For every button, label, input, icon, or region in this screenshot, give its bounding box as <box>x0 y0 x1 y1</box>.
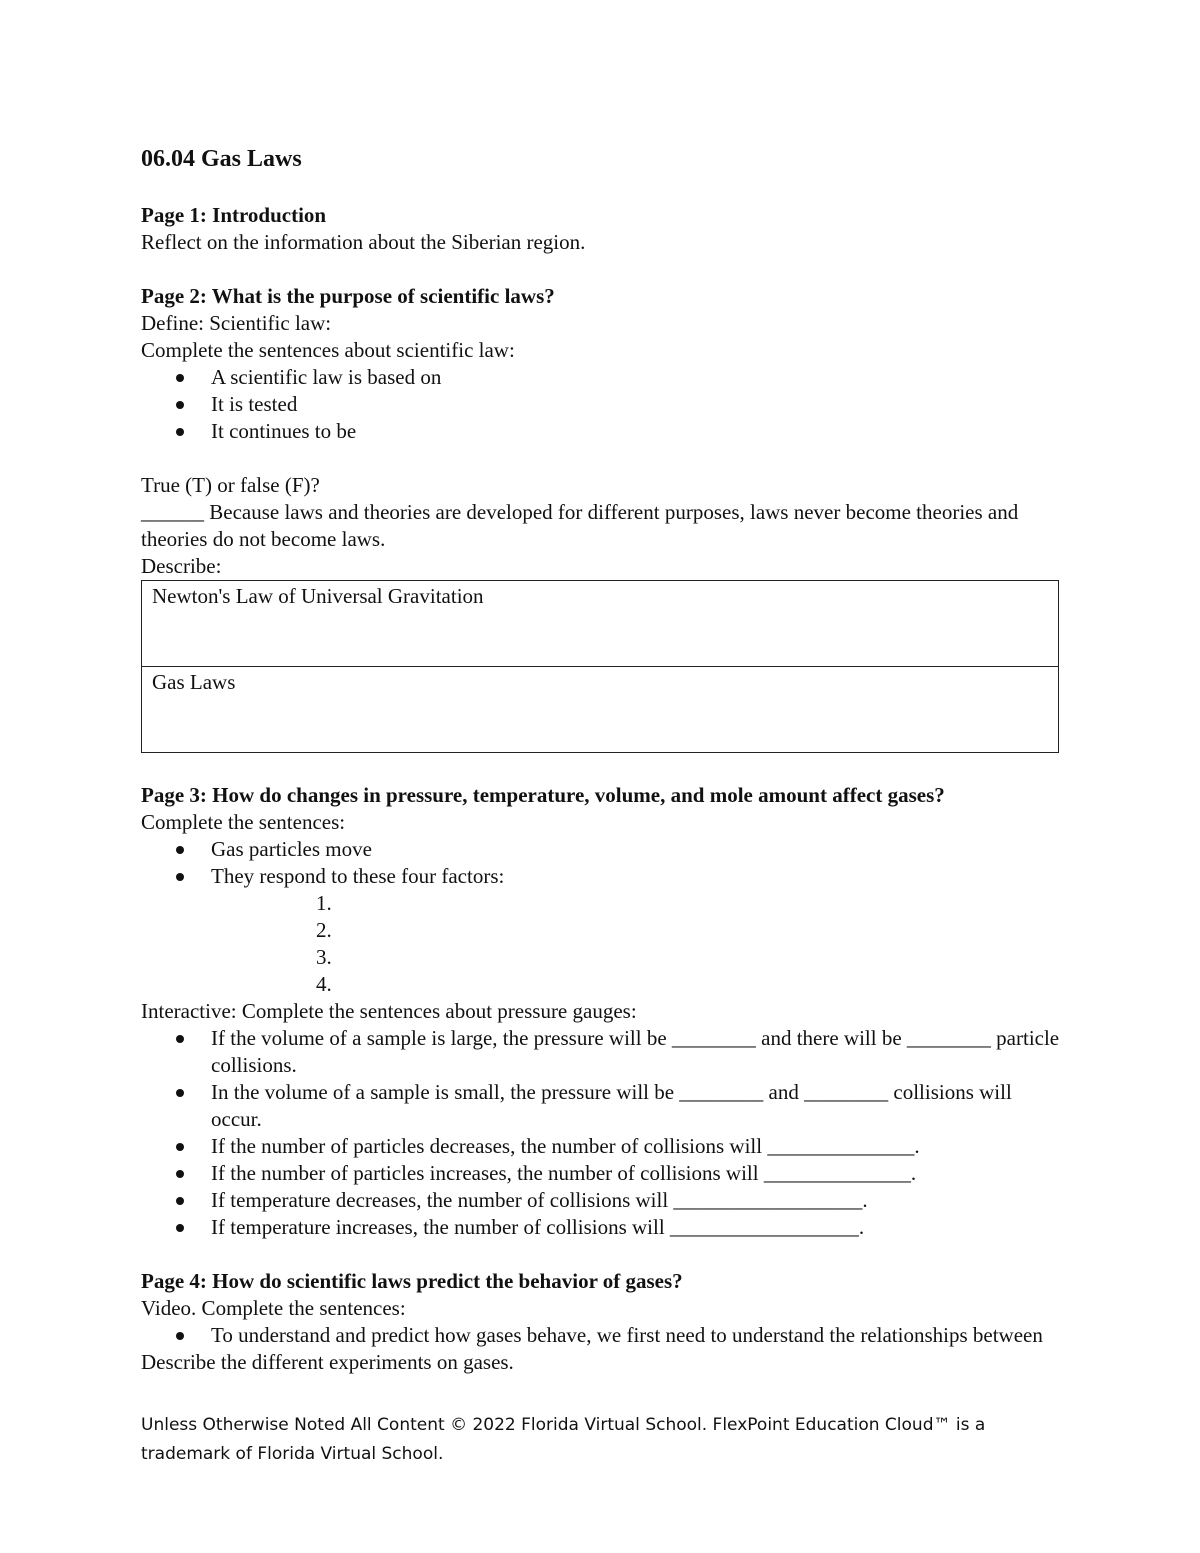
list-item <box>141 836 1061 863</box>
list-item <box>141 1160 1061 1187</box>
bullet-icon <box>176 1035 184 1043</box>
list-item: 1. <box>316 891 332 915</box>
list-item-text: If the volume of a sample is large, the pressure will be ________ and there will be ________ particle collisions. <box>211 1026 1060 1077</box>
list-item-text: In the volume of a sample is small, the pressure will be ________ and ________ collisions will occur. <box>211 1080 1012 1131</box>
page4-describe: Describe the different experiments on gases. <box>141 1350 514 1374</box>
list-item <box>141 1322 1061 1349</box>
list-item-text: If the number of particles increases, the number of collisions will ______________. <box>211 1161 917 1185</box>
list-item <box>141 1133 1061 1160</box>
list-item-text: It continues to be <box>211 419 357 443</box>
page2-tf-heading: True (T) or false (F)? <box>141 473 320 497</box>
bullet-icon <box>176 846 184 854</box>
list-item-text: If the number of particles decreases, the number of collisions will ______________. <box>211 1134 920 1158</box>
list-item: 4. <box>316 972 332 996</box>
page3-interactive: Interactive: Complete the sentences about pressure gauges: <box>141 999 637 1023</box>
bullet-icon <box>176 1089 184 1097</box>
list-item-text: If temperature increases, the number of collisions will __________________. <box>211 1215 865 1239</box>
bullet-icon <box>176 1170 184 1178</box>
page2-complete: Complete the sentences about scientific law: <box>141 338 515 362</box>
page2-title: Page 2: What is the purpose of scientific laws? <box>141 284 555 308</box>
bullet-icon <box>176 1224 184 1232</box>
list-item <box>141 1025 1061 1079</box>
list-item-text: They respond to these four factors: <box>211 864 505 888</box>
list-item: 2. <box>316 918 332 942</box>
list-item <box>141 863 1061 890</box>
list-item-text: If temperature decreases, the number of collisions will __________________. <box>211 1188 868 1212</box>
list-item: 3. <box>316 945 332 969</box>
table-cell-newton[interactable]: Newton's Law of Universal Gravitation <box>142 581 1059 667</box>
list-item <box>141 1079 1061 1133</box>
document-content <box>141 145 1061 1376</box>
document-title: 06.04 Gas Laws <box>141 146 302 172</box>
list-item-text: A scientific law is based on <box>211 365 442 389</box>
list-item-text: Gas particles move <box>211 837 372 861</box>
page3-complete: Complete the sentences: <box>141 810 346 834</box>
page2-bullet-list <box>141 364 1061 445</box>
describe-table <box>141 580 1059 753</box>
page4-bullet-list <box>141 1322 1061 1349</box>
page3-bullet-list <box>141 836 1061 890</box>
list-item <box>141 1187 1061 1214</box>
page3-gauge-list <box>141 1025 1061 1241</box>
list-item-text: To understand and predict how gases behave, we first need to understand the relationships between <box>211 1323 1043 1347</box>
list-item <box>141 1214 1061 1241</box>
page4-title: Page 4: How do scientific laws predict the behavior of gases? <box>141 1269 683 1293</box>
bullet-icon <box>176 873 184 881</box>
bullet-icon <box>176 1197 184 1205</box>
bullet-icon <box>176 1332 184 1340</box>
table-row <box>142 667 1059 753</box>
bullet-icon <box>176 401 184 409</box>
list-item <box>141 364 1061 391</box>
page-footer: Unless Otherwise Noted All Content © 2022 Florida Virtual School. FlexPoint Education Cloud™ is a trademark of Florida Virtual School. <box>141 1415 986 1464</box>
table-cell-gas-laws[interactable]: Gas Laws <box>142 667 1059 753</box>
page2-define: Define: Scientific law: <box>141 311 332 335</box>
table-row <box>142 581 1059 667</box>
page2-describe: Describe: <box>141 554 222 578</box>
page2-tf-statement: ______ Because laws and theories are developed for different purposes, laws never become theories and theories do not become laws. <box>141 500 1019 551</box>
page1-title: Page 1: Introduction <box>141 203 327 227</box>
list-item-text: It is tested <box>211 392 298 416</box>
factors-list <box>141 890 1061 998</box>
page3-title: Page 3: How do changes in pressure, temperature, volume, and mole amount affect gases? <box>141 783 945 807</box>
bullet-icon <box>176 1143 184 1151</box>
list-item <box>141 391 1061 418</box>
bullet-icon <box>176 374 184 382</box>
bullet-icon <box>176 428 184 436</box>
page1-text: Reflect on the information about the Siberian region. <box>141 230 586 254</box>
page4-video: Video. Complete the sentences: <box>141 1296 406 1320</box>
list-item <box>141 418 1061 445</box>
